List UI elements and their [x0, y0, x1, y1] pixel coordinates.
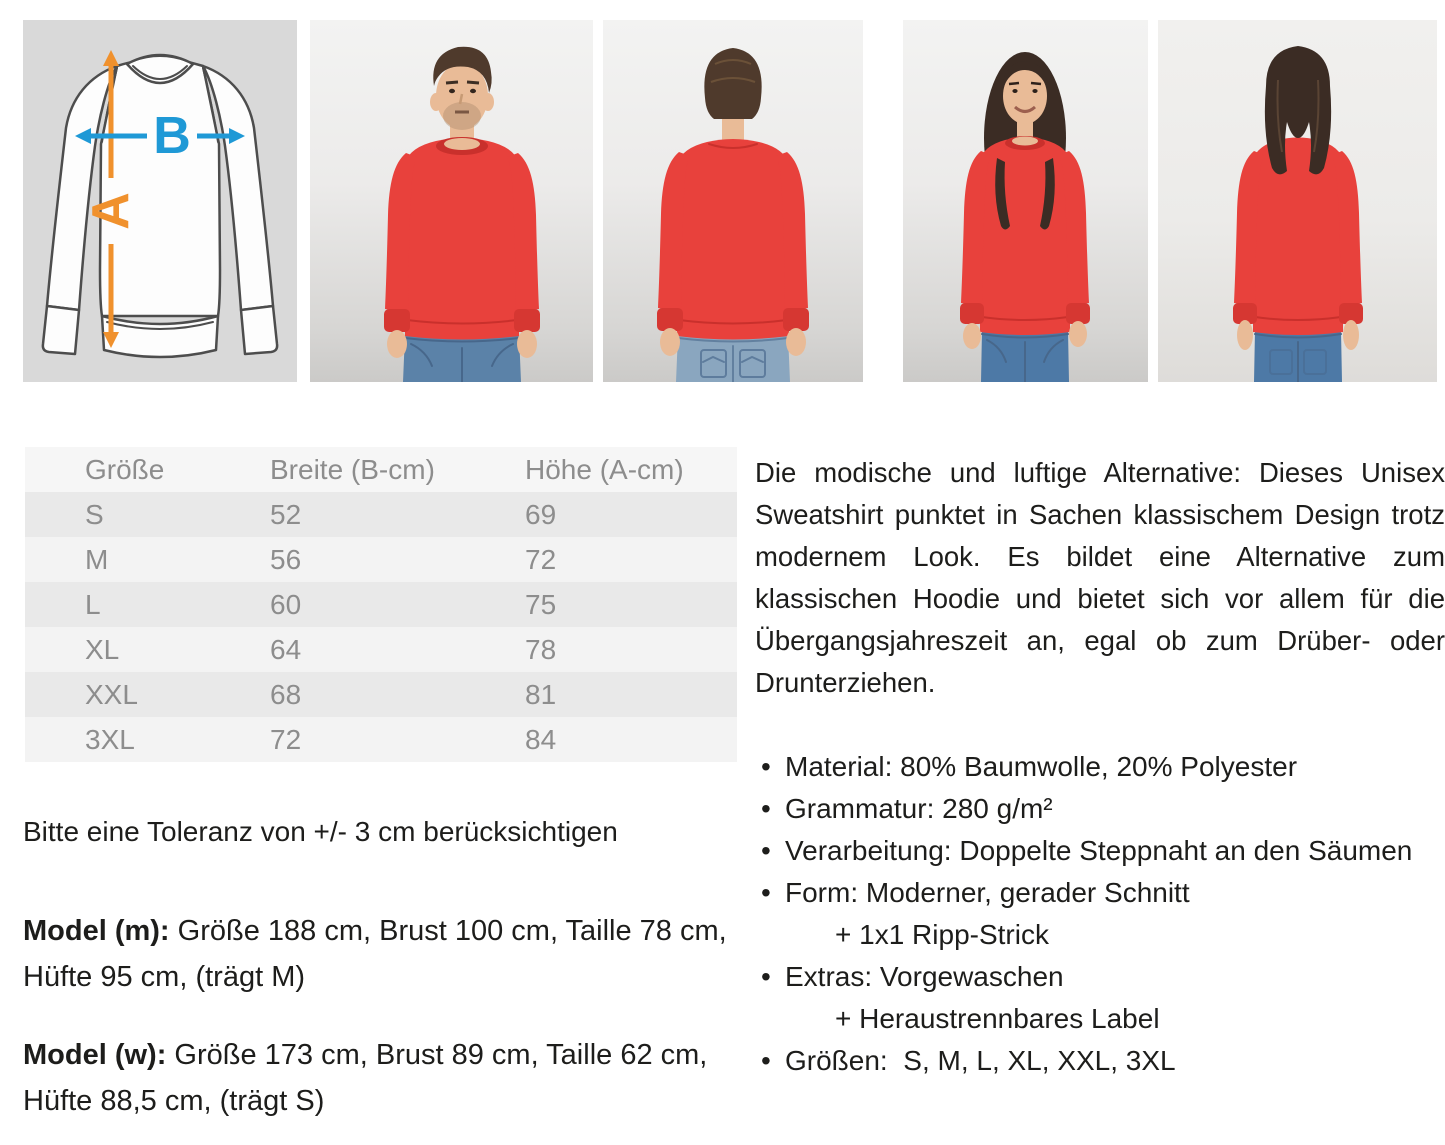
spec-item-extras: • Extras: Vorgewaschen — [755, 956, 1445, 998]
spec-item-verarbeitung: • Verarbeitung: Doppelte Steppnaht an den Säumen — [755, 830, 1445, 872]
product-image-gallery — [23, 20, 1437, 382]
cell-width: 68 — [270, 679, 302, 710]
female-back-illustration — [1158, 20, 1437, 382]
col-header-height: Höhe (A-cm) — [525, 454, 684, 485]
cell-height: 69 — [525, 499, 557, 530]
cell-size: 3XL — [85, 724, 135, 755]
male-back-photo — [603, 20, 863, 382]
head-back — [704, 48, 761, 119]
female-back-photo — [1158, 20, 1437, 382]
sweatshirt-outline — [43, 55, 277, 357]
model-male-label: Model (m): — [23, 915, 170, 947]
height-label: A — [82, 192, 140, 230]
cell-width: 72 — [270, 724, 302, 755]
size-table — [25, 447, 737, 762]
model-male-info — [23, 908, 743, 1000]
cell-size: L — [85, 589, 101, 620]
table-row — [25, 627, 737, 672]
cell-width: 60 — [270, 589, 302, 620]
model-female-text: Größe 173 cm, Brust 89 cm, Taille 62 cm, Hüfte 88,5 cm, (trägt S) — [23, 1039, 708, 1117]
col-header-size: Größe — [85, 454, 165, 485]
model-male-text: Größe 188 cm, Brust 100 cm, Taille 78 cm, Hüfte 95 cm, (trägt M) — [23, 915, 727, 993]
cell-size: M — [85, 544, 109, 575]
sweatshirt — [657, 139, 809, 340]
spec-item-grammatur: • Grammatur: 280 g/m² — [755, 788, 1445, 830]
sweatshirt — [384, 137, 540, 340]
sweatshirt-measure-diagram — [23, 20, 297, 382]
female-front-illustration — [903, 20, 1148, 382]
spec-item-groessen: • Größen: S, M, L, XL, XXL, 3XL — [755, 1040, 1445, 1082]
cell-width: 64 — [270, 634, 302, 665]
description-paragraph: Die modische und luftige Alternative: Dieses Unisex Sweatshirt punktet in Sachen klassischem Design trotz modernem Look. Es bildet eine Alternative zum klassischen Hoodie und bietet sich vor allem für die Übergangsjahreszeit an, egal ob zum Drüber- oder Drunterziehen. — [755, 457, 1445, 698]
male-front-photo — [310, 20, 593, 382]
spec-item-form-cont: + 1x1 Ripp-Strick — [835, 919, 1049, 950]
jeans — [981, 330, 1069, 382]
cell-height: 78 — [525, 634, 557, 665]
model-female-label: Model (w): — [23, 1039, 167, 1071]
head — [1002, 61, 1048, 124]
cell-height: 72 — [525, 544, 557, 575]
jeans — [1254, 330, 1342, 382]
female-front-photo — [903, 20, 1148, 382]
spec-list — [755, 746, 1445, 1082]
table-row — [25, 672, 737, 717]
male-front-illustration — [310, 20, 593, 382]
cell-size: XXL — [85, 679, 138, 710]
spec-item-extras-cont: + Heraustrennbares Label — [835, 1003, 1160, 1034]
cell-height: 81 — [525, 679, 557, 710]
cell-width: 56 — [270, 544, 302, 575]
sweatshirt — [960, 136, 1090, 335]
cell-height: 84 — [525, 724, 557, 755]
cell-height: 75 — [525, 589, 557, 620]
model-female-info — [23, 1032, 743, 1124]
spec-item-material: • Material: 80% Baumwolle, 20% Polyester — [755, 746, 1445, 788]
jeans — [676, 334, 790, 382]
cell-size: XL — [85, 634, 120, 665]
jeans — [403, 334, 521, 382]
table-row — [25, 492, 737, 537]
sweatshirt — [1233, 138, 1363, 336]
cell-size: S — [85, 499, 104, 530]
width-label: B — [153, 107, 191, 165]
cell-width: 52 — [270, 499, 302, 530]
size-diagram-image — [23, 20, 297, 382]
table-row — [25, 537, 737, 582]
size-table-header — [25, 447, 737, 492]
male-back-illustration — [603, 20, 863, 382]
table-row — [25, 717, 737, 762]
head — [430, 47, 494, 148]
spec-item-form: • Form: Moderner, gerader Schnitt — [755, 872, 1445, 914]
tolerance-note: Bitte eine Toleranz von +/- 3 cm berücksichtigen — [23, 816, 618, 847]
col-header-width: Breite (B-cm) — [270, 454, 435, 485]
table-row — [25, 582, 737, 627]
